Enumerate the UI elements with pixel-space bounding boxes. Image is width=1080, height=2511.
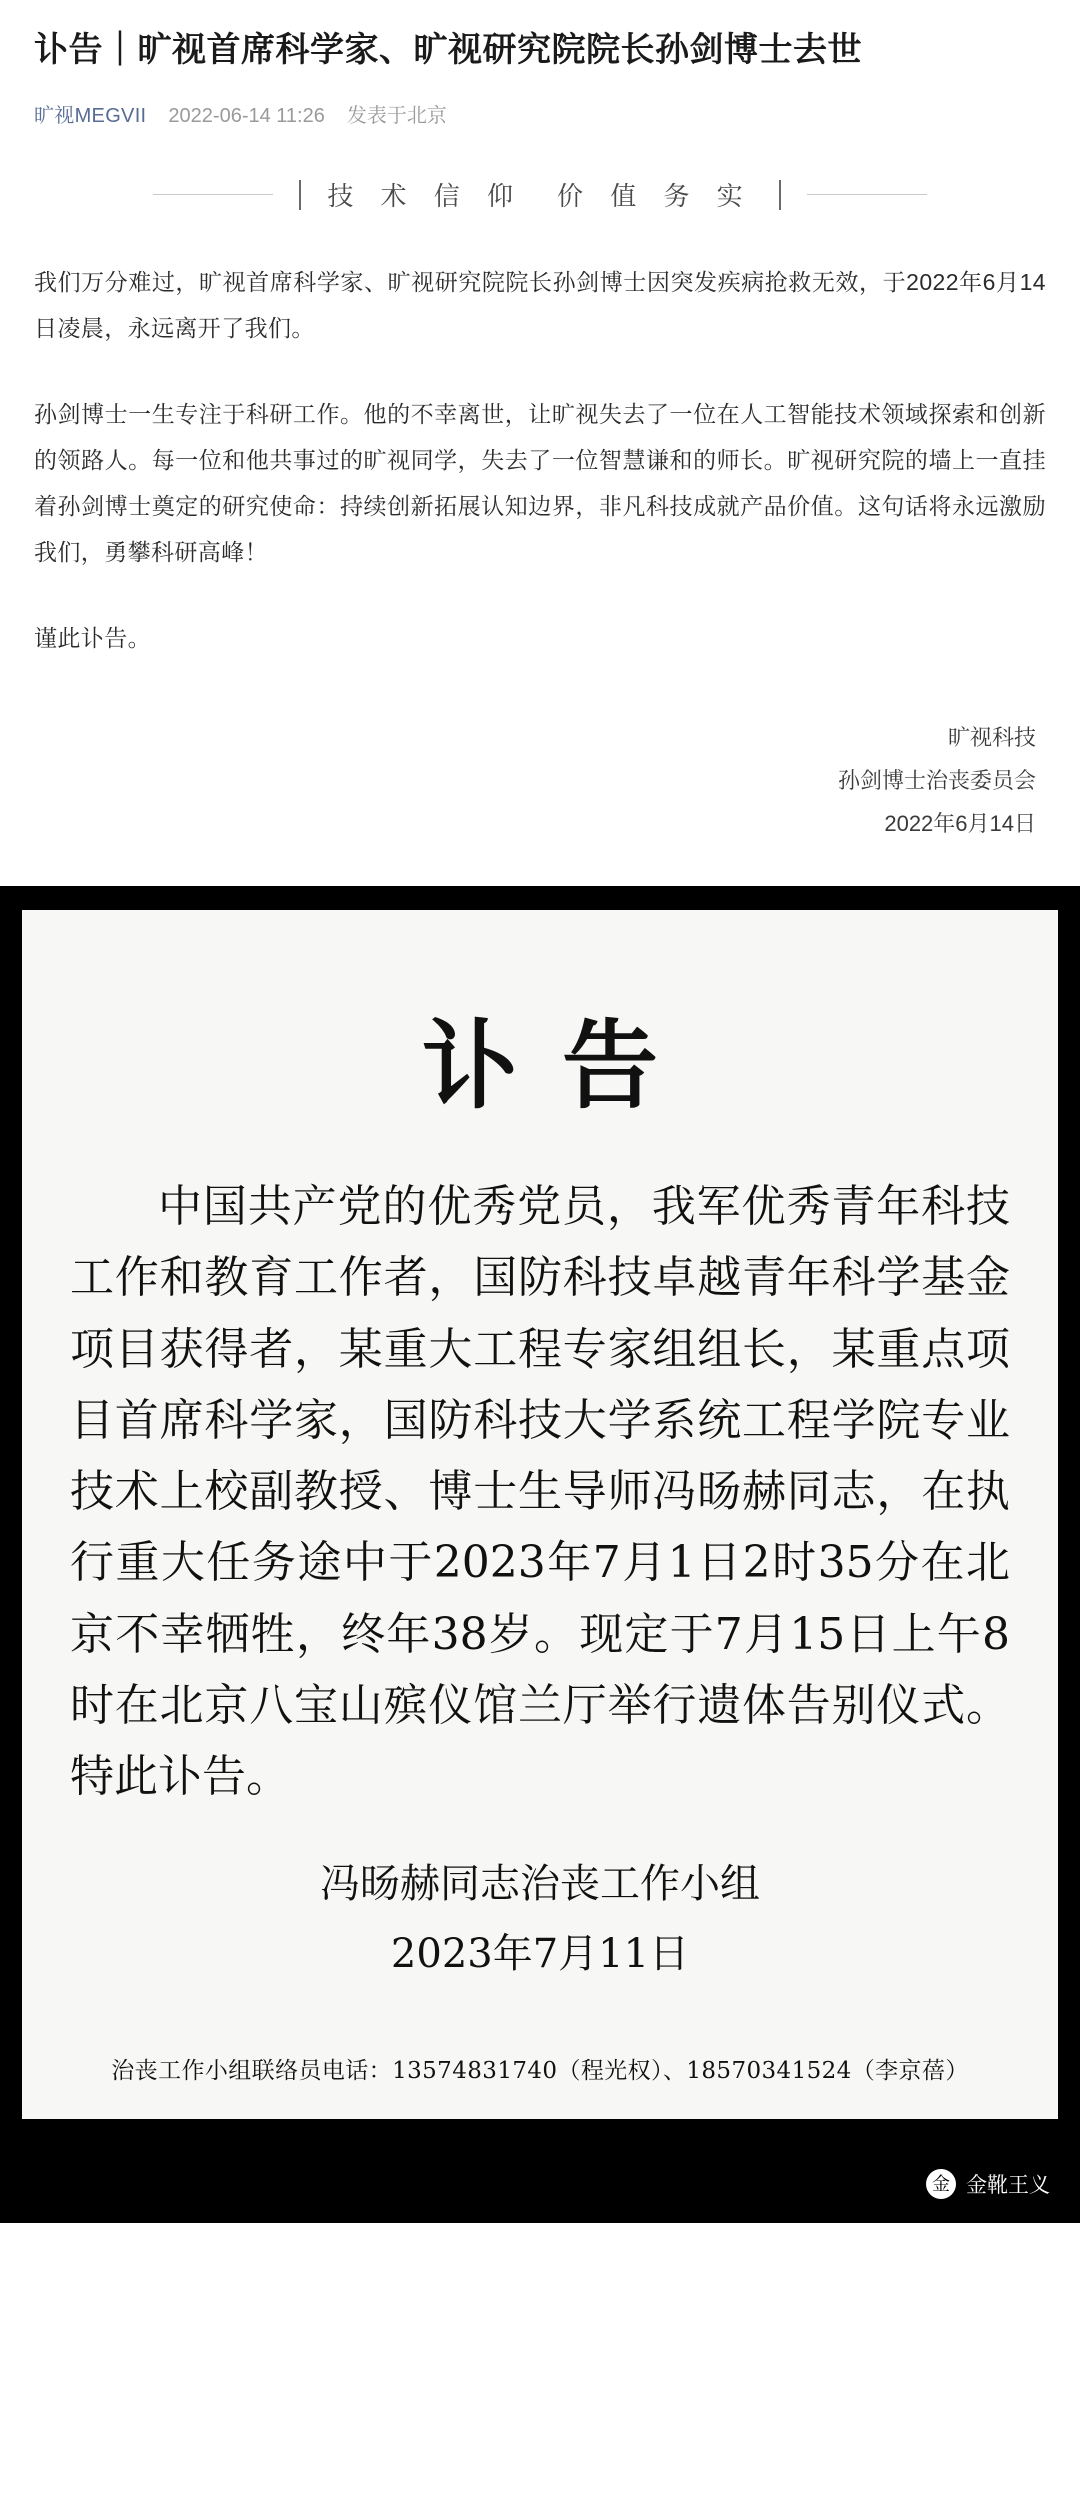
obituary-contact: 治丧工作小组联络员电话：13574831740（程光权）、18570341524（李京蓓） <box>111 2058 969 2085</box>
article-paragraph: 谨此讣告。 <box>34 625 151 652</box>
page-title: 讣告｜旷视首席科学家、旷视研究院院长孙剑博士去世 <box>34 31 862 69</box>
publish-location: 发表于北京 <box>346 105 447 128</box>
publish-date: 2022-06-14 11:26 <box>168 105 325 128</box>
account-badge-label: 金靴王义 <box>966 2174 1050 2198</box>
obituary-signature-date: 2023年7月11日 <box>390 1931 690 1978</box>
slogan-bar-right <box>779 180 781 210</box>
account-logo-icon: 金 <box>926 2169 956 2199</box>
obituary-card <box>22 910 1058 2119</box>
spacer <box>34 846 1046 886</box>
slogan-banner <box>34 176 1046 213</box>
signature-line: 旷视科技 <box>947 725 1036 751</box>
slogan-bar-left <box>299 180 301 210</box>
signature-line: 孙剑博士治丧委员会 <box>837 768 1036 794</box>
slogan-text-right: 价 值 务 实 <box>557 181 753 212</box>
divider-left <box>153 194 273 195</box>
obituary-image <box>0 886 1080 2145</box>
obituary-heading: 讣告 <box>422 1008 702 1122</box>
article-paragraph: 我们万分难过，旷视首席科学家、旷视研究院院长孙剑博士因突发疾病抢救无效，于2022年6月14日凌晨，永远离开了我们。 <box>34 269 1046 342</box>
obituary-signature <box>70 1852 1010 1986</box>
divider-right <box>807 194 927 195</box>
account-badge[interactable] <box>926 2169 1050 2199</box>
obituary-signature-org: 冯旸赫同志治丧工作小组 <box>320 1861 760 1908</box>
signature-line: 2022年6月14日 <box>884 811 1036 837</box>
account-link[interactable]: 旷视MEGVII <box>34 105 147 128</box>
article-signature <box>34 717 1046 846</box>
article-paragraph: 孙剑博士一生专注于科研工作。他的不幸离世，让旷视失去了一位在人工智能技术领域探索和创新的领路人。每一位和他共事过的旷视同学，失去了一位智慧谦和的师长。旷视研究院的墙上一直挂着孙剑博士奠定的研究使命：持续创新拓展认知边界，非凡科技成就产品价值。这句话将永远激励我们，勇攀科研高峰！ <box>34 401 1046 566</box>
article-meta <box>34 99 1046 128</box>
footer-bar <box>0 2145 1080 2223</box>
obituary-body: 中国共产党的优秀党员，我军优秀青年科技工作和教育工作者，国防科技卓越青年科学基金项目获得者，某重大工程专家组组长，某重点项目首席科学家，国防科技大学系统工程学院专业技术上校副教授、博士生导师冯旸赫同志，在执行重大任务途中于2023年7月1日2时35分在北京不幸牺牲，终年38岁。现定于7月15日上午8时在北京八宝山殡仪馆兰厅举行遗体告别仪式。特此讣告。 <box>70 1180 1010 1803</box>
slogan-text-left: 技 术 信 仰 <box>327 181 523 212</box>
article-section <box>0 0 1080 886</box>
